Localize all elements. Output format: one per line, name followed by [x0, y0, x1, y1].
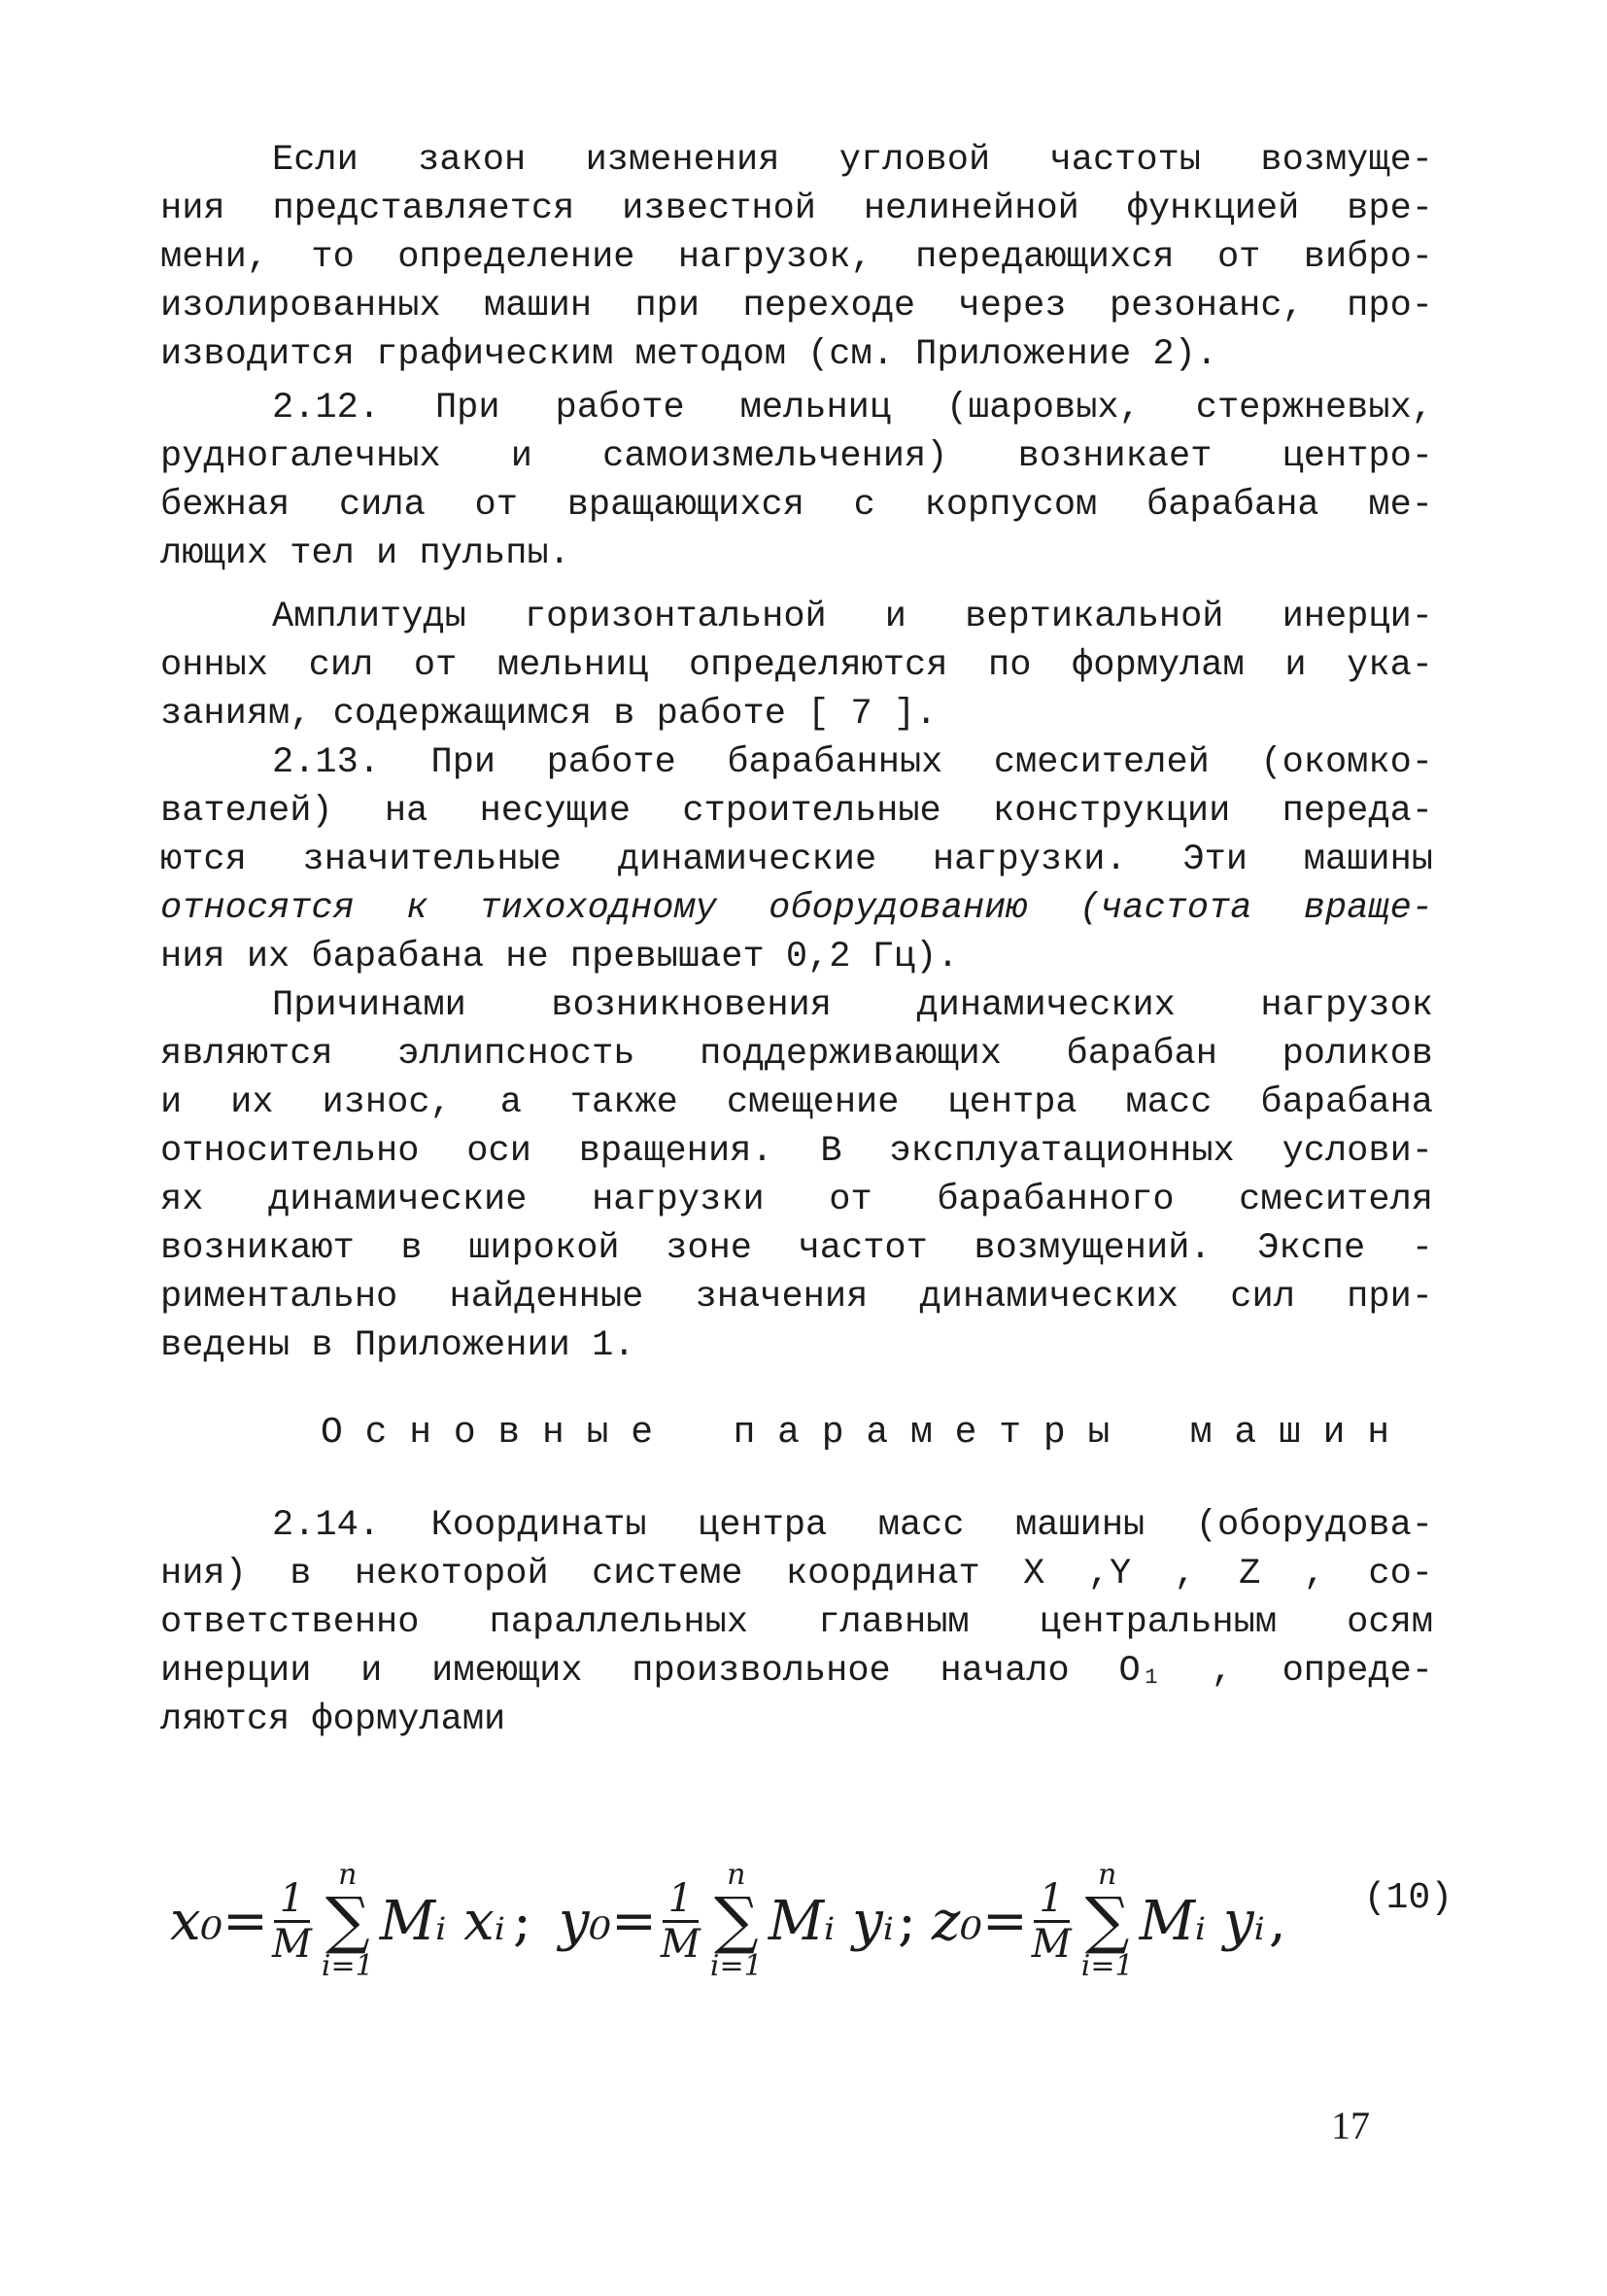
section-line: ния) в некоторой системе координат X ,Y , Z , со-	[160, 1554, 1433, 1594]
paragraph-line: ются значительные динамические нагрузки. Эти машины	[160, 840, 1433, 880]
separator: ;	[513, 1889, 531, 1953]
section-line: ляются формулами	[160, 1699, 506, 1740]
sum-lower-limit: i=1	[321, 1949, 374, 1983]
section-heading	[321, 1404, 1389, 1462]
formula-number: (10)	[1363, 1877, 1453, 1919]
section-line: ответственно параллельных главным центральным осям	[160, 1602, 1433, 1643]
paragraph-line: относительно оси вращения. В эксплуатационных услови-	[160, 1131, 1433, 1172]
fraction-numerator: 1	[663, 1877, 699, 1923]
fraction-denominator: M	[660, 1921, 701, 1967]
section-line: инерции и имеющих произвольное начало O₁ , опреде-	[160, 1651, 1433, 1692]
paragraph-line: изводится графическим методом (см. Приложение 2).	[160, 334, 1217, 375]
sigma-symbol: ∑	[1084, 1885, 1130, 1957]
sum-operator	[709, 1858, 763, 1983]
paragraph-line: относятся к тихоходному оборудованию (частота враще-	[160, 888, 1433, 929]
paragraph-line: лющих тел и пульпы.	[160, 533, 570, 574]
equals-sign: =	[981, 1889, 1028, 1953]
sum-lower-limit: i=1	[1080, 1949, 1134, 1983]
paragraph-line: изолированных машин при переходе через резонанс, про-	[160, 286, 1433, 326]
section-line: 2.14. Координаты центра масс машины (оборудова-	[272, 1505, 1433, 1546]
paragraph-line: являются эллипсность поддерживающих барабан роликов	[160, 1034, 1433, 1075]
paragraph-line: ях динамические нагрузки от барабанного смесителя	[160, 1180, 1433, 1220]
equals-sign: =	[222, 1889, 268, 1953]
separator: ;	[898, 1889, 916, 1953]
fraction-denominator: M	[1031, 1921, 1072, 1967]
heading-word: м а ш и н	[1189, 1412, 1389, 1454]
fraction-denominator: M	[271, 1921, 312, 1967]
fraction	[1032, 1877, 1072, 1966]
sum-upper-limit: n	[338, 1858, 358, 1892]
paragraph-line: Причинами возникновения динамических нагрузок	[272, 985, 1433, 1026]
formula-expression	[170, 1858, 1286, 1983]
equals-sign: =	[610, 1889, 657, 1953]
paragraph-line: Амплитуды горизонтальной и вертикальной инерци-	[272, 597, 1433, 637]
x-lhs: x₀	[170, 1889, 223, 1953]
sum-lower-limit: i=1	[709, 1949, 763, 1983]
paragraph-line: заниям, содержащимся в работе [ 7 ].	[160, 694, 938, 735]
paragraph-line: ведены в Приложении 1.	[160, 1325, 635, 1366]
paragraph-line: мени, то определение нагрузок, передающихся от вибро-	[160, 237, 1433, 278]
sigma-symbol: ∑	[325, 1885, 370, 1957]
paragraph-line: онных сил от мельниц определяются по формулам и ука-	[160, 645, 1433, 686]
separator: ,	[1268, 1889, 1286, 1953]
sum-upper-limit: n	[1097, 1858, 1117, 1892]
sigma-symbol: ∑	[713, 1885, 759, 1957]
sum-operator	[1080, 1858, 1134, 1983]
y-term: Mᵢ yᵢ	[768, 1889, 895, 1953]
x-term: Mᵢ xᵢ	[379, 1889, 506, 1953]
paragraph-line: вателей) на несущие строительные конструкции переда-	[160, 791, 1433, 832]
paragraph-line: Если закон изменения угловой частоты возмуще-	[272, 140, 1433, 181]
fraction	[272, 1877, 312, 1966]
heading-word: п а р а м е т р ы	[733, 1412, 1111, 1454]
page-number: 17	[1331, 2104, 1370, 2147]
fraction	[661, 1877, 701, 1966]
z-lhs: z₀	[931, 1889, 982, 1953]
paragraph-line: 2.13. При работе барабанных смесителей (окомко-	[272, 742, 1433, 783]
sum-operator	[321, 1858, 374, 1983]
paragraph-line: ния их барабана не превышает 0,2 Гц).	[160, 937, 959, 977]
paragraph-line: ния представляется известной нелинейной функцией вре-	[160, 188, 1433, 229]
paragraph-line: риментально найденные значения динамических сил при-	[160, 1277, 1433, 1318]
paragraph-line: бежная сила от вращающихся с корпусом барабана ме-	[160, 485, 1433, 526]
paragraph-line: и их износ, а также смещение центра масс барабана	[160, 1082, 1433, 1123]
fraction-numerator: 1	[274, 1877, 310, 1923]
z-term: Mᵢ yᵢ	[1139, 1889, 1265, 1953]
heading-word: О с н о в н ы е	[321, 1412, 654, 1454]
paragraph-line: 2.12. При работе мельниц (шаровых, стержневых,	[272, 388, 1433, 428]
y-lhs: y₀	[558, 1889, 611, 1953]
fraction-numerator: 1	[1034, 1877, 1070, 1923]
sum-upper-limit: n	[727, 1858, 746, 1892]
paragraph-line: возникают в широкой зоне частот возмущений. Экспе -	[160, 1228, 1433, 1269]
formula-10	[160, 1817, 1453, 1982]
paragraph-line: рудногалечных и самоизмельчения) возникает центро-	[160, 436, 1433, 477]
